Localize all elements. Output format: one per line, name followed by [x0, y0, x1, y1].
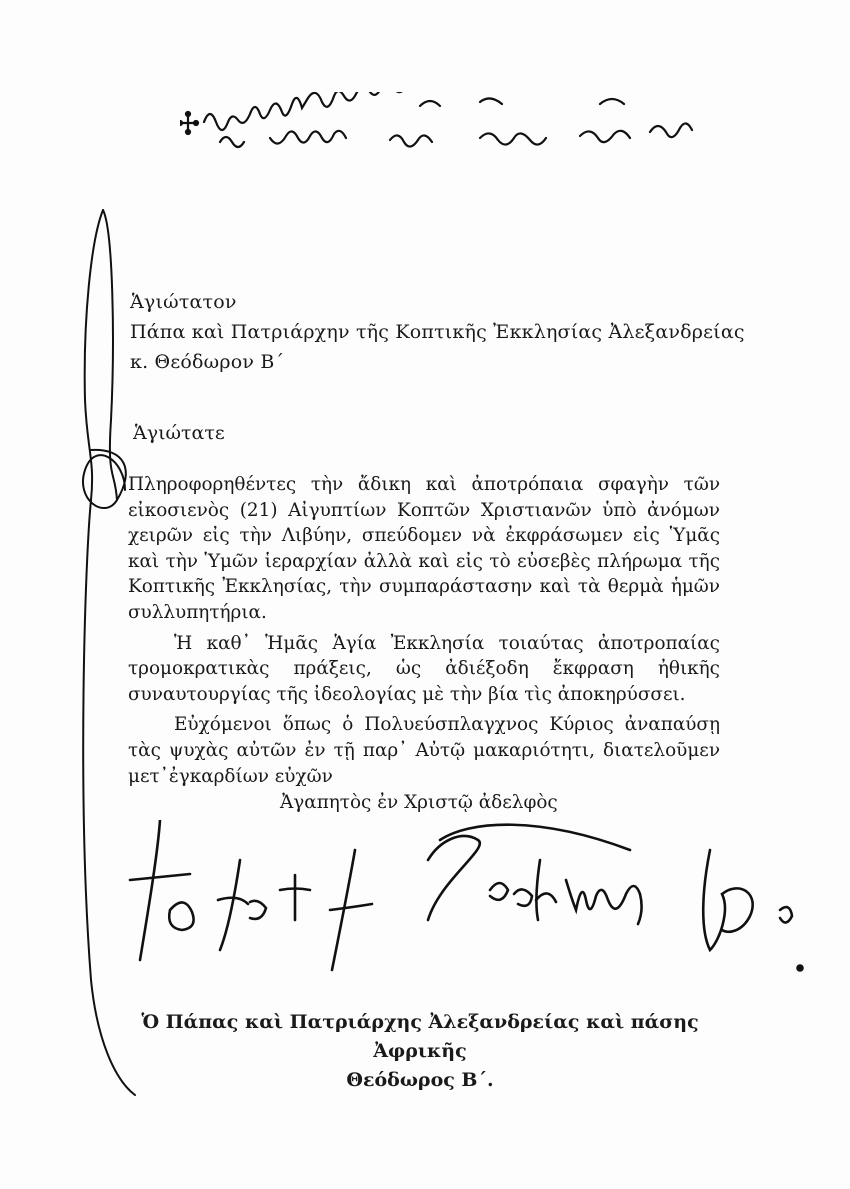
letter-body — [128, 472, 720, 789]
addressee-block — [130, 287, 745, 377]
salutation: Ἁγιώτατε — [133, 422, 225, 444]
sign-block — [0, 1008, 850, 1095]
closing-line: Ἀγαπητὸς ἐν Χριστῷ ἀδελφὸς — [280, 792, 558, 813]
body-paragraph-3: Εὐχόμενοι ὅπως ὁ Πολυεύσπλαγχνος Κύριος ἀναπαύσῃ τὰς ψυχὰς αὐτῶν ἐν τῇ παρ᾽ Αὐτῷ μακαριότητι, διατελοῦμεν μετ᾽ἐγκαρδίων εὐχῶν — [128, 714, 720, 787]
body-paragraph-1: Πληροφορηθέντες τὴν ἄδικη καὶ ἀποτρόπαια σφαγὴν τῶν εἰκοσιενὸς (21) Αἰγυπτίων Κοπτῶν Χριστιανῶν ὑπὸ ἀνόμων χειρῶν εἰς τὴν Λιβύην, σπεύδομεν νὰ ἐκφράσωμεν εἰς Ὑμᾶς καὶ τὴν Ὑμῶν ἱεραρχίαν ἀλλὰ καὶ εἰς τὸ εὐσεβὲς πλήρωμα τῆς Κοπτικῆς Ἐκκλησίας, τὴν συμπαράστασην καὶ τὰ θερμὰ ἡμῶν συλλυπητήρια. — [128, 474, 720, 623]
sign-title: Ὁ Πάπας καὶ Πατριάρχης Ἀλεξανδρείας καὶ πάσης — [141, 1011, 699, 1033]
body-paragraph-2: Ἡ καθ᾽ Ἡμᾶς Ἁγία Ἐκκλησία τοιαύτας ἀποτροπαίας τρομοκρατικὰς πράξεις, ὡς ἀδιέξοδη ἔκφραση ἠθικῆς συναυτουργίας τῆς ἰδεολογίας μὲ τὴν βία τὶς ἀποκηρύσσει. — [128, 632, 720, 705]
handwritten-signature-icon — [110, 820, 810, 980]
addressee-person: κ. Θεόδωρον Β΄ — [130, 351, 285, 373]
addressee-name: Πάπα καὶ Πατριάρχην τῆς Κοπτικῆς Ἐκκλησίας Ἀλεξανδρείας — [130, 321, 745, 343]
calligraphy-heading-icon — [180, 92, 700, 162]
addressee-title: Ἁγιώτατον — [130, 291, 237, 313]
sign-title-continued: Ἀφρικῆς — [373, 1040, 467, 1062]
sign-name: Θεόδωρος Β΄. — [346, 1069, 494, 1091]
